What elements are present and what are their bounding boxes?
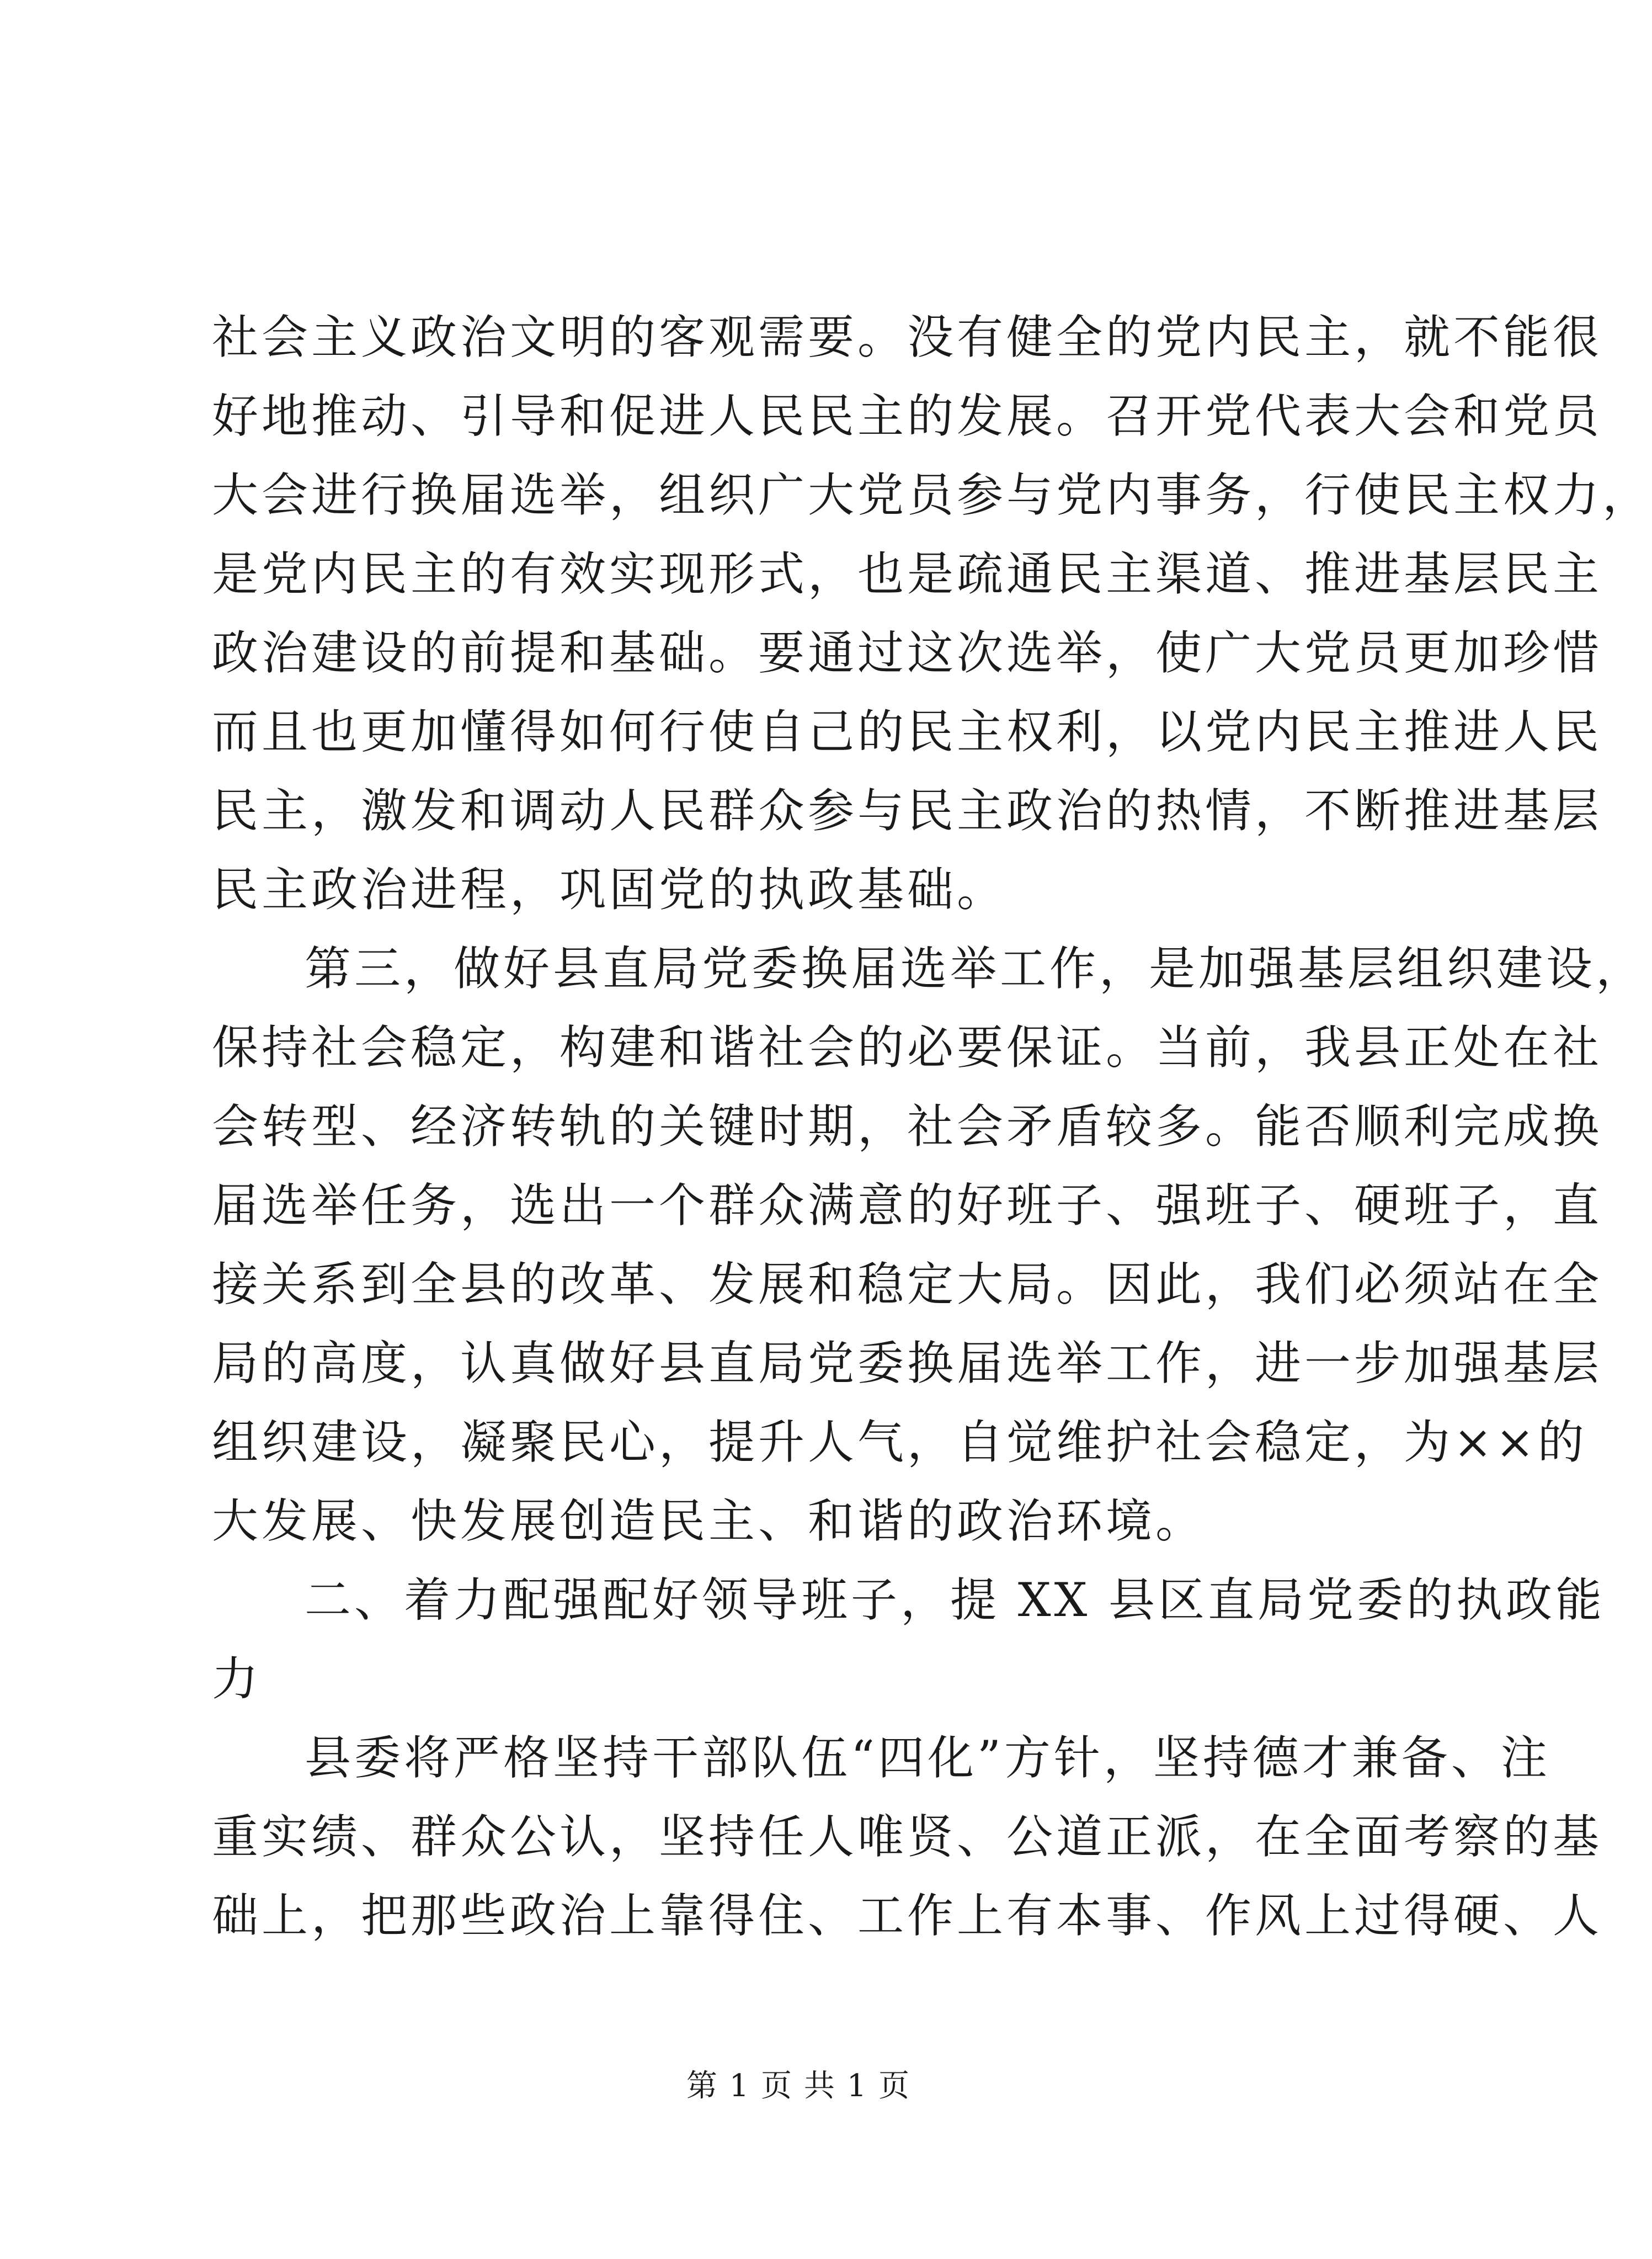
text-line: 是党内民主的有效实现形式，也是疏通民主渠道、推进基层民主 (212, 547, 1603, 601)
text-line: 二、着力配强配好领导班子，提 XX 县区直局党委的执政能 (305, 1573, 1606, 1627)
text-line: 社会主义政治文明的客观需要。没有健全的党内民主，就不能很 (212, 310, 1603, 364)
text-line: 础上，把那些政治上靠得住、工作上有本事、作风上过得硬、人 (212, 1889, 1603, 1943)
text-line: 第三，做好县直局党委换届选举工作，是加强基层组织建设， (305, 942, 1646, 996)
text-line: 局的高度，认真做好县直局党委换届选举工作，进一步加强基层 (212, 1336, 1603, 1390)
text-line: 好地推动、引导和促进人民民主的发展。召开党代表大会和党员 (212, 389, 1603, 443)
page-number-footer: 第 1 页 共 1 页 (686, 2068, 911, 2104)
text-line: 组织建设，凝聚民心，提升人气，自觉维护社会稳定，为××的 (212, 1415, 1587, 1469)
text-line: 民主政治进程，巩固党的执政基础。 (212, 863, 1007, 917)
text-line: 届选举任务，选出一个群众满意的好班子、强班子、硬班子，直 (212, 1178, 1603, 1232)
text-line: 力 (212, 1652, 262, 1706)
text-line: 政治建设的前提和基础。要通过这次选举，使广大党员更加珍惜 (212, 626, 1603, 680)
text-line: 接关系到全县的改革、发展和稳定大局。因此，我们必须站在全 (212, 1257, 1603, 1311)
text-line: 大会进行换届选举，组织广大党员参与党内事务，行使民主权力， (212, 468, 1652, 522)
text-line: 民主，激发和调动人民群众参与民主政治的热情，不断推进基层 (212, 784, 1603, 838)
text-line: 大发展、快发展创造民主、和谐的政治环境。 (212, 1494, 1206, 1548)
text-line: 县委将严格坚持干部队伍“四化”方针，坚持德才兼备、注 (305, 1731, 1550, 1785)
text-line: 重实绩、群众公认，坚持任人唯贤、公道正派，在全面考察的基 (212, 1810, 1603, 1864)
text-line: 而且也更加懂得如何行使自己的民主权利，以党内民主推进人民 (212, 705, 1603, 759)
text-line: 会转型、经济转轨的关键时期，社会矛盾较多。能否顺利完成换 (212, 1099, 1603, 1154)
text-line: 保持社会稳定，构建和谐社会的必要保证。当前，我县正处在社 (212, 1020, 1603, 1075)
body-text (212, 298, 1652, 1955)
